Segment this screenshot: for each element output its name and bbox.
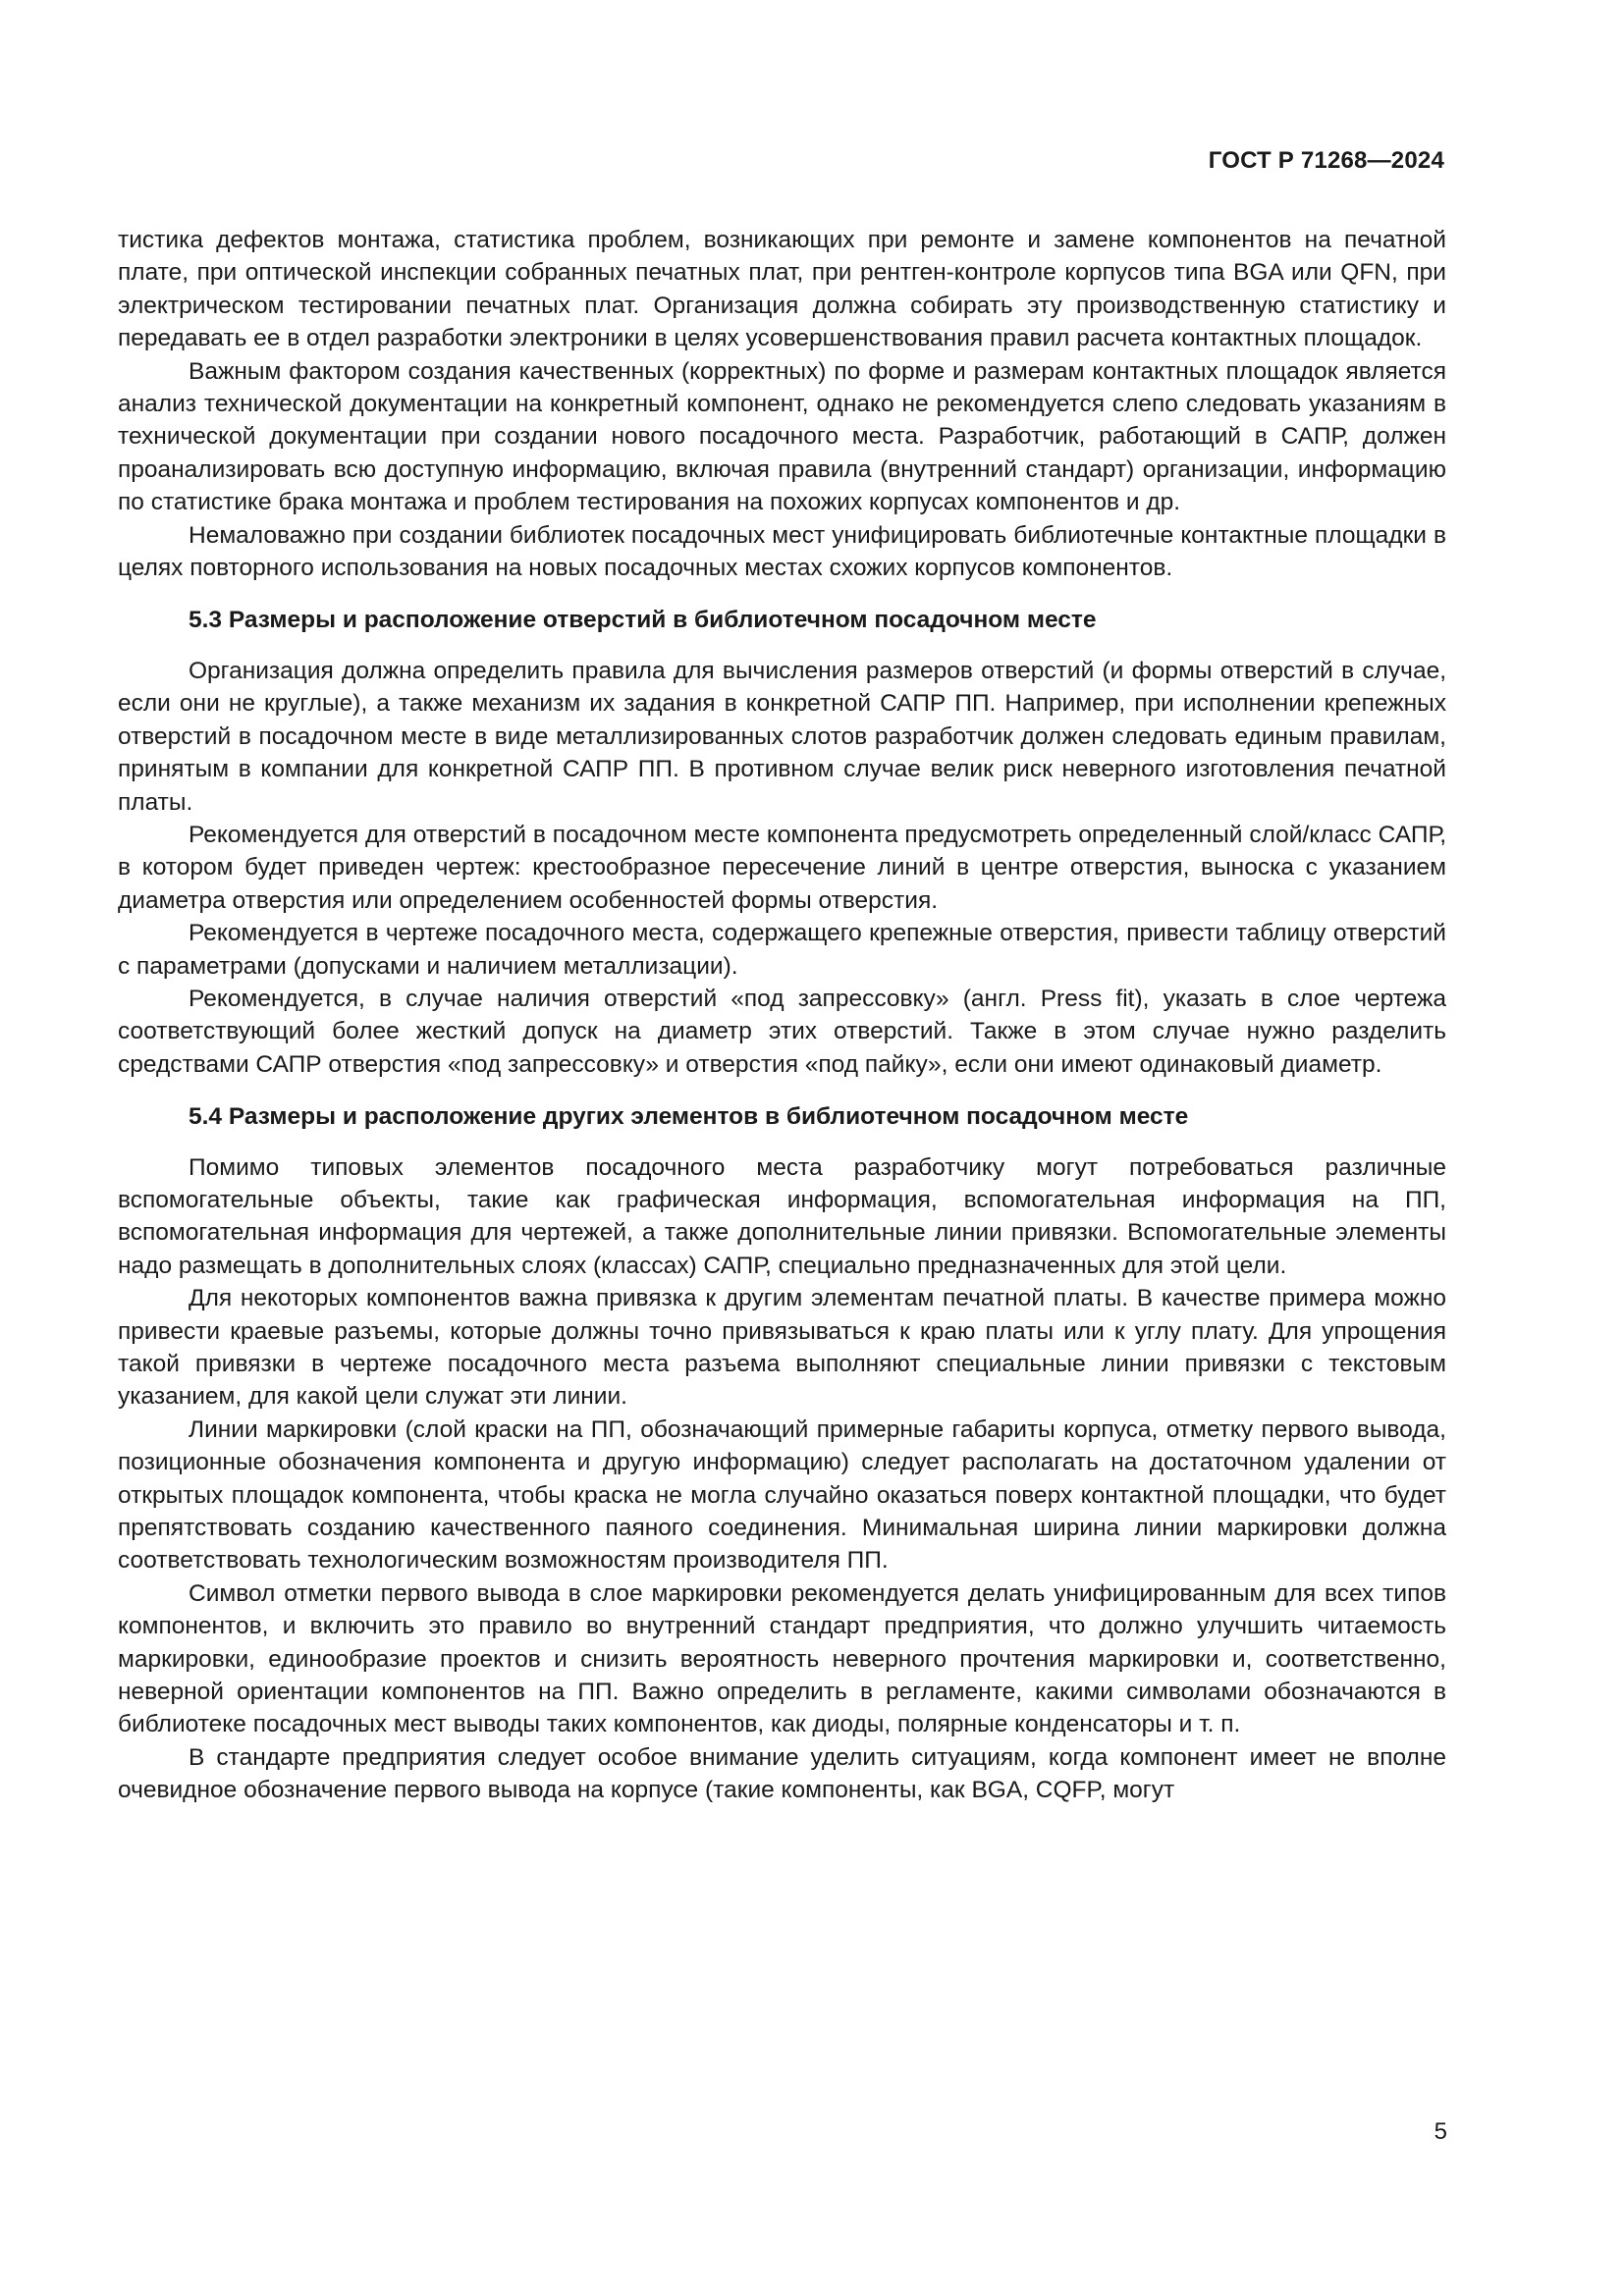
section-heading-5-4: 5.4 Размеры и расположение других элементов в библиотечном посадочном месте xyxy=(189,1103,1189,1131)
paragraph: Линии маркировки (слой краски на ПП, обозначающий примерные габариты корпуса, отметку первого вывода, позиционные обозначения компонента и другую информацию) следует располагать на достаточном удалении от открытых площадок компонента, чтобы краска не могла случайно оказаться поверх контактной площадки, что будет препятствовать созданию качественного паяного соединения. Минимальная ширина линии маркировки должна соответствовать технологическим возможностям производителя ПП. xyxy=(118,1415,1446,1575)
section-heading-5-3: 5.3 Размеры и расположение отверстий в библиотечном посадочном месте xyxy=(189,607,1097,634)
paragraph: Для некоторых компонентов важна привязка к другим элементам печатной платы. В качестве примера можно привести краевые разъемы, которые должны точно привязываться к краю платы или к углу плату. Для упрощения такой привязки в чертеже посадочного места разъема выполняют специальные линии привязки с текстовым указанием, для какой цели служат эти линии. xyxy=(118,1285,1446,1411)
paragraph: Рекомендуется для отверстий в посадочном месте компонента предусмотреть определенный слой/класс САПР, в котором будет приведен чертеж: крестообразное пересечение линий в центре отверстия, выноска с указанием диаметра отверстия или определением особенностей формы отверстия. xyxy=(118,821,1446,914)
paragraph: Важным фактором создания качественных (корректных) по форме и размерам контактных площадок является анализ технической документации на конкретный компонент, однако не рекомендуется слепо следовать указаниям в технической документации при создании нового посадочного места. Разработчик, работающий в САПР, должен проанализировать всю доступную информацию, включая правила (внутренний стандарт) организации, информацию по статистике брака монтажа и проблем тестирования на похожих корпусах компонентов и др. xyxy=(118,357,1446,516)
paragraph: Организация должна определить правила для вычисления размеров отверстий (и формы отверстий в случае, если они не круглые), а также механизм их задания в конкретной САПР ПП. Например, при исполнении крепежных отверстий в посадочном месте в виде металлизированных слотов разработчик должен следовать единым правилам, принятым в компании для конкретной САПР ПП. В противном случае велик риск неверного изготовления печатной платы. xyxy=(118,657,1446,816)
paragraph: тистика дефектов монтажа, статистика проблем, возникающих при ремонте и замене компонентов на печатной плате, при оптической инспекции собранных печатных плат, при рентген-контроле корпусов типа BGA или QFN, при электрическом тестировании печатных плат. Организация должна собирать эту производственную статистику и передавать ее в отдел разработки электроники в целях усовершенствования правил расчета контактных площадок. xyxy=(118,227,1446,352)
paragraph: Рекомендуется в чертеже посадочного места, содержащего крепежные отверстия, привести таблицу отверстий с параметрами (допусками и наличием металлизации). xyxy=(118,920,1446,980)
page-number: 5 xyxy=(1434,2118,1447,2145)
page-body xyxy=(118,224,1446,1807)
paragraph: Символ отметки первого вывода в слое маркировки рекомендуется делать унифицированным для всех типов компонентов, и включить это правило во внутренний стандарт предприятия, что должно улучшить читаемость маркировки, единообразие проектов и снизить вероятность неверного прочтения маркировки и, соответственно, неверной ориентации компонентов на ПП. Важно определить в регламенте, какими символами обозначаются в библиотеке посадочных мест выводы таких компонентов, как диоды, полярные конденсаторы и т. п. xyxy=(118,1579,1446,1738)
paragraph: Немаловажно при создании библиотек посадочных мест унифицировать библиотечные контактные площадки в целях повторного использования на новых посадочных местах схожих корпусов компонентов. xyxy=(118,521,1446,582)
paragraph: В стандарте предприятия следует особое внимание уделить ситуациям, когда компонент имеет не вполне очевидное обозначение первого вывода на корпусе (такие компоненты, как BGA, CQFP, могут xyxy=(118,1743,1446,1804)
paragraph: Рекомендуется, в случае наличия отверстий «под запрессовку» (англ. Press fit), указать в слое чертежа соответствующий более жесткий допуск на диаметр этих отверстий. Также в этом случае нужно разделить средствами САПР отверстия «под запрессовку» и отверстия «под пайку», если они имеют одинаковый диаметр. xyxy=(118,985,1446,1078)
document-code: ГОСТ Р 71268—2024 xyxy=(1208,147,1444,174)
paragraph: Помимо типовых элементов посадочного места разработчику могут потребоваться различные вспомогательные объекты, такие как графическая информация, вспомогательная информация на ПП, вспомогательная информация для чертежей, а также дополнительные линии привязки. Вспомогательные элементы надо размещать в дополнительных слоях (классах) САПР, специально предназначенных для этой цели. xyxy=(118,1153,1446,1279)
